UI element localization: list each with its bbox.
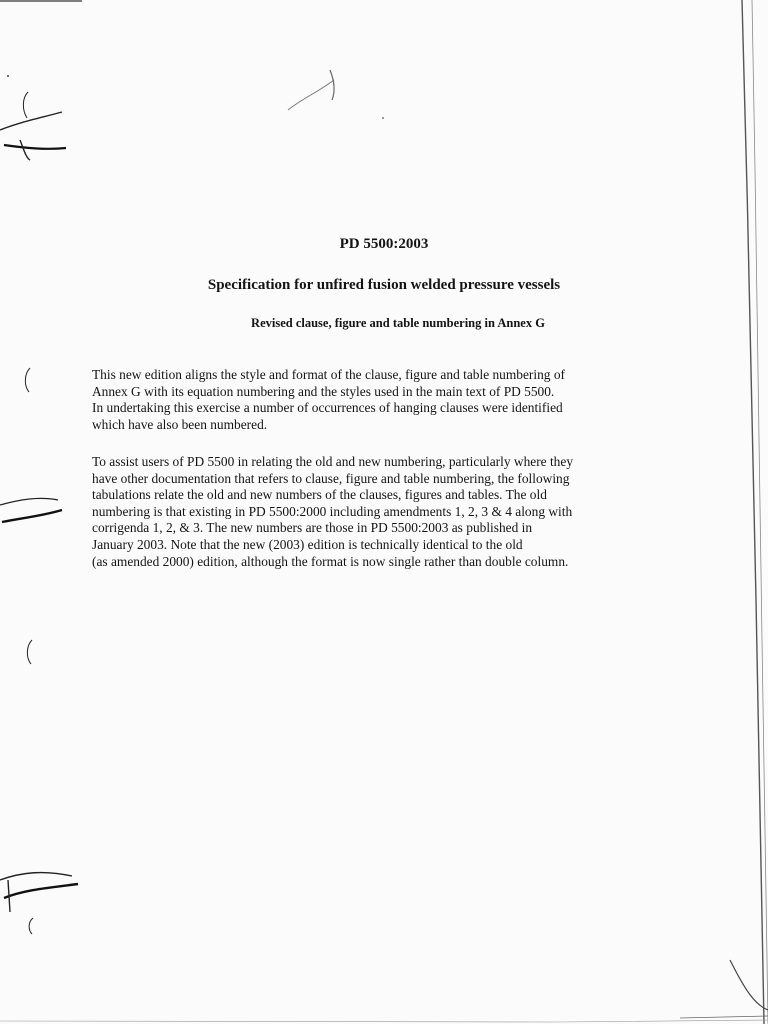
paragraph-line: To assist users of PD 5500 in relating the old and new numbering, particularly where they (92, 454, 574, 469)
paragraph-line: In undertaking this exercise a number of occurrences of hanging clauses were identified (92, 400, 563, 416)
paragraph-line: Annex G with its equation numbering and the styles used in the main text of PD 5500. (92, 383, 555, 399)
document-subtitle: Specification for unfired fusion welded pressure vessels (207, 277, 561, 293)
paragraph-line: This new edition aligns the style and format of the clause, figure and table numbering of (92, 367, 566, 382)
paragraph-line: (as amended 2000) edition, although the format is now single rather than double column. (92, 553, 569, 569)
revision-heading: Revised clause, figure and table numbering in Annex G (251, 316, 545, 330)
paragraph-line: numbering is that existing in PD 5500:2000 including amendments 1, 2, 3 & 4 along with (92, 503, 573, 519)
paragraph-line: which have also been numbered. (92, 416, 268, 432)
paragraph-line: have other documentation that refers to clause, figure and table numbering, the following (92, 470, 570, 486)
document-title: PD 5500:2003 (339, 236, 429, 252)
paragraph-line: tabulations relate the old and new numbers of the clauses, figures and tables. The old (92, 487, 547, 503)
paragraph-line: January 2003. Note that the new (2003) edition is technically identical to the old (92, 536, 523, 552)
paragraph-line: corrigenda 1, 2, & 3. The new numbers are those in PD 5500:2003 as published in (92, 520, 533, 536)
intro-paragraph (92, 367, 672, 433)
numbering-paragraph (92, 454, 672, 570)
